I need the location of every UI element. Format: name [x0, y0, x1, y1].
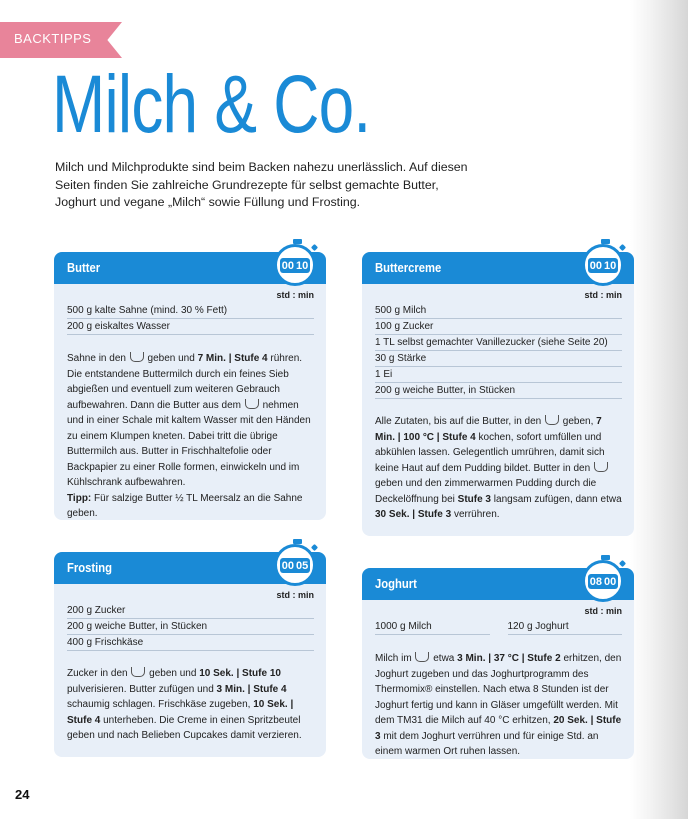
- ingredient-list: [375, 619, 622, 635]
- time-unit-label: std : min: [584, 606, 622, 616]
- timer-icon: [582, 560, 624, 602]
- timer-display: [588, 574, 618, 589]
- time-unit-label: std : min: [584, 290, 622, 300]
- ingredient: 500 g kalte Sahne (mind. 30 % Fett): [67, 303, 314, 319]
- recipe-title: Butter: [67, 261, 101, 275]
- ingredient: 200 g Zucker: [67, 603, 314, 619]
- timer-hours: 00: [589, 259, 602, 272]
- page-title: Milch & Co.: [52, 59, 371, 150]
- timer-icon: [274, 244, 316, 286]
- instructions: Alle Zutaten, bis auf die Butter, in den geben, 7 Min. | 100 °C | Stufe 4 kochen, sofort umfüllen und abkühlen lassen. Gelegentlich umrühren, damit sich keine Haut auf dem Pudding bildet. Butter in den geben und den zimmerwarmen Pudding durch die Deckelöffnung bei Stufe 3 langsam zufügen, dann etwa 30 Sek. | Stufe 3 verrühren.: [375, 416, 622, 520]
- timer-minutes: 10: [296, 259, 309, 272]
- recipe-title: Joghurt: [375, 577, 417, 591]
- timer-hours: 00: [281, 559, 294, 572]
- ingredient: 400 g Frischkäse: [67, 635, 314, 651]
- ingredient-list: [67, 303, 314, 335]
- mixing-bowl-icon: [415, 652, 429, 662]
- timer-icon: [582, 244, 624, 286]
- recipe-card-buttercreme: [362, 252, 634, 536]
- instructions: Zucker in den geben und 10 Sek. | Stufe 10 pulverisieren. Butter zufügen und 3 Min. | Stufe 4 schaumig schlagen. Frischkäse zugeben, 10 Sek. | Stufe 4 unterheben. Die Creme in einen Spritzbeutel geben und nach Belieben Cupcakes damit verzieren.: [67, 668, 302, 741]
- time-unit-label: std : min: [276, 290, 314, 300]
- ingredient: 200 g weiche Butter, in Stücken: [67, 619, 314, 635]
- ingredient: 30 g Stärke: [375, 351, 622, 367]
- intro-text: Milch und Milchprodukte sind beim Backen nahezu unerlässlich. Auf diesen Seiten finden Sie zahlreiche Grundrezepte für selbst gemachte Butter, Joghurt und vegane „Milch“ sowie Füllung und Frosting.: [55, 160, 468, 209]
- page-gutter-shadow: [630, 0, 688, 819]
- mixing-bowl-icon: [594, 462, 608, 472]
- ingredient-list: [67, 603, 314, 651]
- ingredient: 1 TL selbst gemachter Vanillezucker (siehe Seite 20): [375, 335, 622, 351]
- ingredient: 200 g eiskaltes Wasser: [67, 319, 314, 335]
- timer-hours: 00: [281, 259, 294, 272]
- page-number: 24: [15, 787, 30, 802]
- timer-display: [280, 258, 310, 273]
- ingredient: 500 g Milch: [375, 303, 622, 319]
- timer-hours: 08: [589, 575, 602, 588]
- ingredient: 120 g Joghurt: [508, 619, 623, 635]
- ingredient: 1 Ei: [375, 367, 622, 383]
- timer-display: [280, 558, 310, 573]
- timer-display: [588, 258, 618, 273]
- timer-icon: [274, 544, 316, 586]
- mixing-bowl-icon: [130, 352, 144, 362]
- ingredient-list: [375, 303, 622, 399]
- recipe-card-joghurt: [362, 568, 634, 759]
- instructions: Sahne in den geben und 7 Min. | Stufe 4 rühren. Die entstandene Buttermilch durch ein feines Sieb abgießen und eventuell zum weiteren Gebrauch aufbewahren. Dann die Butter aus dem nehmen und in einer Schale mit kaltem Wasser mit den Händen zu einem Klumpen kneten. Dabei tritt die übrige Buttermilch aus. Butter in Frischhaltefolie oder Backpapier zu einer Rolle formen, einwickeln und im Kühlschrank aufbewahren. Tipp: Für salzige Butter ½ TL Meersalz an die Sahne geben.: [67, 353, 311, 519]
- timer-minutes: 10: [604, 259, 617, 272]
- ingredient: 200 g weiche Butter, in Stücken: [375, 383, 622, 399]
- mixing-bowl-icon: [131, 667, 145, 677]
- recipe-card-butter: [54, 252, 326, 520]
- recipe-card-frosting: [54, 552, 326, 757]
- recipe-title: Frosting: [67, 561, 112, 575]
- ingredient: 100 g Zucker: [375, 319, 622, 335]
- recipe-title: Buttercreme: [375, 261, 442, 275]
- instructions: Milch im etwa 3 Min. | 37 °C | Stufe 2 erhitzen, den Joghurt zugeben und das Joghurtprogramm des Thermomix® einstellen. Nach etwa 8 Stunden ist der Joghurt fertig und kann in Gläser umgefüllt werden. Mit dem TM31 die Milch auf 40 °C erhitzen, 20 Sek. | Stufe 3 mit dem Joghurt verrühren und für einige Std. an einem warmen Ort ruhen lassen.: [375, 653, 622, 757]
- ingredient: 1000 g Milch: [375, 619, 490, 635]
- timer-minutes: 00: [604, 575, 617, 588]
- mixing-bowl-icon: [545, 415, 559, 425]
- timer-minutes: 05: [296, 559, 309, 572]
- section-tag-label: BACKTIPPS: [14, 31, 92, 46]
- time-unit-label: std : min: [276, 590, 314, 600]
- mixing-bowl-icon: [245, 399, 259, 409]
